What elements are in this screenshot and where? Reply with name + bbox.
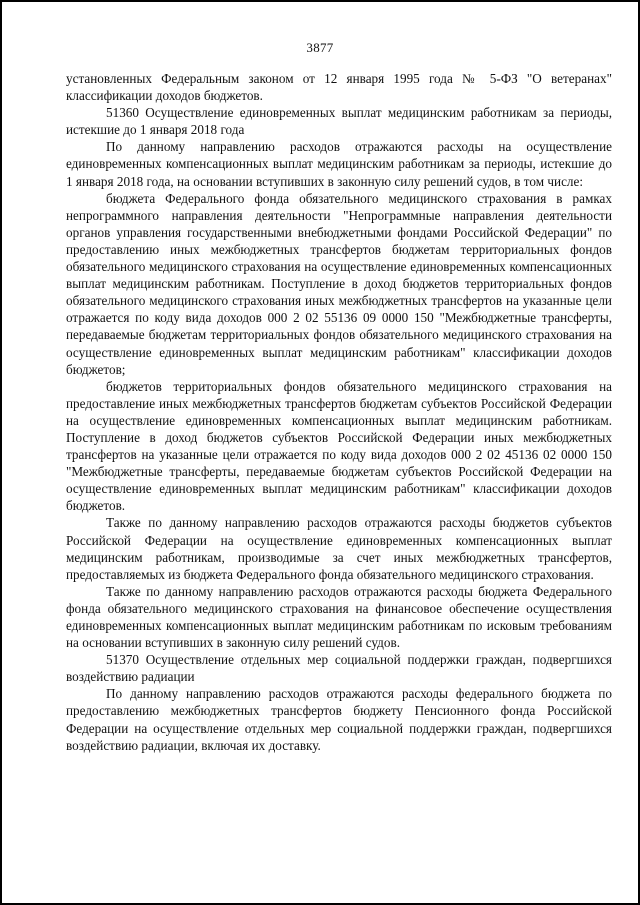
page-number: 3877 <box>306 40 334 55</box>
paragraph-6: Также по данному направлению расходов отражаются расходы бюджетов субъектов Российской Федерации на осуществление единовременных компенсационных выплат медицинским работникам, производимые за счет иных межбюджетных трансфертов, предоставляемых из бюджета Федерального фонда обязательного медицинского страхования. <box>66 515 612 582</box>
paragraph-4: бюджета Федерального фонда обязательного медицинского страхования в рамках непрограммного направления деятельности "Непрограммные направления деятельности органов управления государственными внебюджетными фондами Российской Федерации" по предоставлению иных межбюджетных трансфертов бюджетам территориальных фондов обязательного медицинского страхования на осуществление единовременных компенсационных выплат медицинским работникам. Поступление в доход бюджетов территориальных фондов обязательного медицинского страхования иных межбюджетных трансфертов на указанные цели отражается по коду вида доходов 000 2 02 55136 09 0000 150 "Межбюджетные трансферты, передаваемые бюджетам территориальных фондов обязательного медицинского страхования на осуществление единовременных выплат медицинским работникам" классификации доходов бюджетов; <box>66 190 612 377</box>
paragraph-3: По данному направлению расходов отражаются расходы на осуществление единовременных компенсационных выплат медицинским работникам за периоды, истекшие до 1 января 2018 года, на основании вступивших в законную силу решений судов, в том числе: <box>66 139 612 189</box>
paragraph-9: По данному направлению расходов отражаются расходы федерального бюджета по предоставлению межбюджетных трансфертов бюджету Пенсионного фонда Российской Федерации на осуществление отдельных мер социальной поддержки граждан, подвергшихся воздействию радиации, включая их доставку. <box>66 686 612 753</box>
document-body <box>66 70 612 754</box>
section-heading-51370: 51370 Осуществление отдельных мер социальной поддержки граждан, подвергшихся воздействию радиации <box>66 652 612 685</box>
paragraph-7: Также по данному направлению расходов отражаются расходы бюджета Федерального фонда обязательного медицинского страхования на финансовое обеспечение осуществления единовременных компенсационных выплат медицинским работникам по исковым требованиям на основании вступивших в законную силу решений судов. <box>66 583 612 651</box>
section-heading-51360: 51360 Осуществление единовременных выплат медицинским работникам за периоды, истекшие до 1 января 2018 года <box>66 105 612 138</box>
paragraph-1: установленных Федеральным законом от 12 января 1995 года № 5-ФЗ "О ветеранах" классификации доходов бюджетов. <box>66 71 612 104</box>
paragraph-5: бюджетов территориальных фондов обязательного медицинского страхования на предоставление иных межбюджетных трансфертов бюджетам субъектов Российской Федерации на осуществление единовременных компенсационных выплат медицинским работникам. Поступление в доход бюджетов субъектов Российской Федерации иных межбюджетных трансфертов на указанные цели отражается по коду вида доходов 000 2 02 45136 02 0000 150 "Межбюджетные трансферты, передаваемые бюджетам субъектов Российской Федерации на осуществление единовременных выплат медицинским работникам" классификации доходов бюджетов. <box>66 378 612 514</box>
